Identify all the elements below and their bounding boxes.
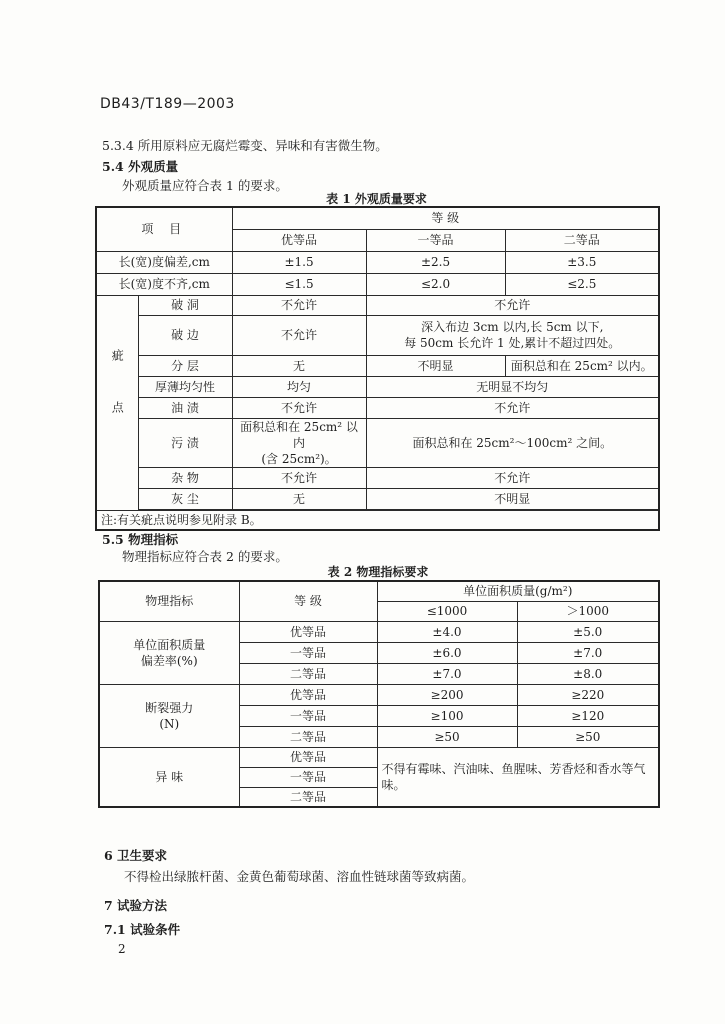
cell: ≤2.0	[366, 273, 505, 295]
t1-note: 注:有关疵点说明参见附录 B。	[96, 510, 659, 530]
defect-edge-label: 破 边	[138, 315, 232, 355]
cell: 不明显	[366, 488, 659, 509]
section-6-title: 6 卫生要求	[104, 848, 168, 863]
cell: 均匀	[232, 376, 366, 397]
odor-line-1: 不得有霉味、汽油味、鱼腥味、芳香烃和香水等气	[381, 761, 646, 776]
cell: ≥220	[517, 684, 659, 705]
strength-line-1: 断裂强力	[145, 700, 194, 715]
t2-odor-text	[377, 747, 659, 807]
section-5-5-title: 5.5 物理指标	[102, 532, 179, 547]
section-5-4-intro: 外观质量应符合表 1 的要求。	[122, 178, 288, 193]
t1-header-grade: 等 级	[232, 207, 659, 229]
table1-caption: 表 1 外观质量要求	[326, 192, 427, 206]
cell: 无	[232, 488, 366, 509]
grade: 二等品	[239, 726, 377, 747]
grade: 二等品	[239, 787, 377, 807]
t2-header-mass: 单位面积质量(g/m²)	[377, 581, 659, 601]
cell: ±7.0	[377, 663, 517, 684]
cell: 无明显不均匀	[366, 376, 659, 397]
cell: ±8.0	[517, 663, 659, 684]
cell: 面积总和在 25cm²～100cm² 之间。	[366, 418, 659, 467]
t2-header-index: 物理指标	[99, 581, 239, 621]
defect-thickness-label: 厚薄均匀性	[138, 376, 232, 397]
cell: 不允许	[232, 315, 366, 355]
grade: 一等品	[239, 705, 377, 726]
t1-defect-group	[96, 295, 138, 510]
t1-grade-second: 二等品	[505, 229, 659, 251]
section-7-1-title: 7.1 试验条件	[104, 922, 181, 937]
defect-hole-label: 破 洞	[138, 295, 232, 315]
cell: 不允许	[366, 295, 659, 315]
cell: ±3.5	[505, 251, 659, 273]
edge-line-1: 深入布边 3cm 以内,长 5cm 以下,	[421, 320, 604, 334]
defect-oil-label: 油 渍	[138, 397, 232, 418]
grade: 一等品	[239, 642, 377, 663]
cell: 不明显	[366, 355, 505, 376]
cell: ±2.5	[366, 251, 505, 273]
cell: ±7.0	[517, 642, 659, 663]
stain-line-2: (含 25cm²)。	[261, 451, 337, 466]
cell: ≥200	[377, 684, 517, 705]
t2-odor-label: 异 味	[99, 747, 239, 807]
cell: ±1.5	[232, 251, 366, 273]
row-label: 长(宽)度偏差,cm	[96, 251, 232, 273]
t2-mass-col-high: ＞1000	[517, 601, 659, 621]
cell: ≥50	[517, 726, 659, 747]
t2-header-grade: 等 级	[239, 581, 377, 621]
mass-dev-line-2: 偏差率(%)	[140, 653, 198, 668]
grade: 优等品	[239, 684, 377, 705]
t2-mass-dev-label	[99, 621, 239, 684]
cell: ±5.0	[517, 621, 659, 642]
cell: ±6.0	[377, 642, 517, 663]
cell: 无	[232, 355, 366, 376]
cell: 不允许	[232, 467, 366, 488]
section-7-title: 7 试验方法	[104, 898, 168, 913]
cell: ≤2.5	[505, 273, 659, 295]
defect-group-label: 疵点	[110, 348, 125, 453]
cell: 不允许	[232, 397, 366, 418]
mass-dev-line-1: 单位面积质量	[133, 637, 206, 652]
appearance-quality-table	[95, 206, 660, 531]
cell: ≥100	[377, 705, 517, 726]
grade: 二等品	[239, 663, 377, 684]
cell	[366, 315, 659, 355]
odor-line-2: 味。	[381, 777, 406, 792]
physical-index-table	[98, 580, 660, 808]
defect-layer-label: 分 层	[138, 355, 232, 376]
document-id: DB43/T189—2003	[100, 96, 235, 112]
t2-mass-col-low: ≤1000	[377, 601, 517, 621]
section-5-4-title: 5.4 外观质量	[102, 159, 179, 174]
defect-stain-label: 污 渍	[138, 418, 232, 467]
cell: 不允许	[366, 397, 659, 418]
t1-row-length-deviation	[96, 251, 659, 273]
cell: 不允许	[232, 295, 366, 315]
cell	[232, 418, 366, 467]
grade: 优等品	[239, 747, 377, 767]
t1-header-item: 项 目	[96, 207, 232, 251]
row-label: 长(宽)度不齐,cm	[96, 273, 232, 295]
t1-grade-premium: 优等品	[232, 229, 366, 251]
cell: ≤1.5	[232, 273, 366, 295]
t1-row-length-unevenness	[96, 273, 659, 295]
section-5-5-intro: 物理指标应符合表 2 的要求。	[122, 549, 288, 564]
t1-grade-first: 一等品	[366, 229, 505, 251]
clause-5-3-4: 5.3.4 所用原料应无腐烂霉变、异味和有害微生物。	[102, 138, 388, 153]
t2-strength-label	[99, 684, 239, 747]
edge-line-2: 每 50cm 长允许 1 处,累计不超过四处。	[404, 336, 621, 350]
cell: 面积总和在 25cm² 以内。	[505, 355, 659, 376]
grade: 优等品	[239, 621, 377, 642]
cell: 不允许	[366, 467, 659, 488]
cell: ≥120	[517, 705, 659, 726]
stain-line-1: 面积总和在 25cm² 以内	[240, 419, 358, 450]
table2-caption: 表 2 物理指标要求	[327, 565, 429, 579]
cell: ±4.0	[377, 621, 517, 642]
strength-line-2: (N)	[159, 716, 180, 731]
grade: 一等品	[239, 767, 377, 787]
defect-dust-label: 灰 尘	[138, 488, 232, 509]
page-number: 2	[118, 942, 126, 956]
defect-impurity-label: 杂 物	[138, 467, 232, 488]
cell: ≥50	[377, 726, 517, 747]
section-6-text: 不得检出绿脓杆菌、金黄色葡萄球菌、溶血性链球菌等致病菌。	[124, 869, 475, 884]
